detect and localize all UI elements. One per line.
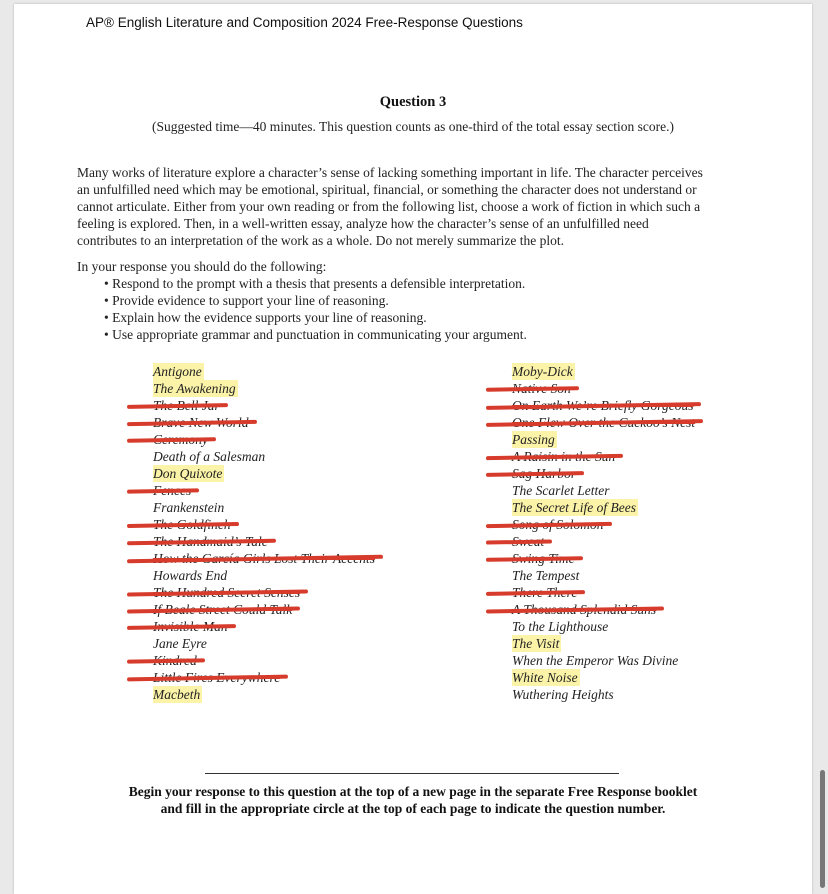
- title-item: [153, 431, 375, 448]
- instruction-item: • Respond to the prompt with a thesis that presents a defensible interpretation.: [104, 275, 527, 292]
- prompt-line: cannot articulate. Either from your own reading or from the following list, choose a work of fiction in which such a: [77, 199, 701, 214]
- title-item: [512, 363, 695, 380]
- title-text: To the Lighthouse: [512, 619, 609, 634]
- footer-line: and fill in the appropriate circle at the top of each page to indicate the question number.: [160, 801, 666, 816]
- title-text: Howards End: [153, 568, 228, 583]
- question-title: Question 3: [379, 94, 447, 110]
- title-list-right: [512, 363, 695, 703]
- title-item: [153, 584, 375, 601]
- title-text: The Secret Life of Bees: [512, 500, 636, 515]
- title-item: [512, 431, 695, 448]
- instruction-item: • Use appropriate grammar and punctuation in communicating your argument.: [104, 326, 527, 343]
- title-text: The Awakening: [153, 381, 236, 396]
- footer-instructions: [14, 783, 812, 817]
- title-item: [153, 652, 375, 669]
- title-item: [512, 567, 695, 584]
- title-item: [512, 414, 695, 431]
- title-item: [512, 652, 695, 669]
- title-item: [153, 499, 375, 516]
- title-text: Jane Eyre: [153, 636, 207, 651]
- title-item: [153, 686, 375, 703]
- title-item: [512, 499, 695, 516]
- title-text: The Scarlet Letter: [512, 483, 610, 498]
- title-item: [153, 380, 375, 397]
- document-page: [14, 4, 812, 894]
- title-text: Macbeth: [153, 687, 201, 702]
- prompt-line: feeling is explored. Then, in a well-written essay, analyze how the character’s sense of an unfulfilled need: [77, 216, 649, 231]
- title-item: [153, 397, 375, 414]
- title-text: Wuthering Heights: [512, 687, 614, 702]
- instruction-item: • Explain how the evidence supports your line of reasoning.: [104, 309, 527, 326]
- title-text: Passing: [512, 432, 555, 447]
- title-item: [153, 635, 375, 652]
- title-text: White Noise: [512, 670, 578, 685]
- title-item: [512, 669, 695, 686]
- title-item: [153, 465, 375, 482]
- title-item: [153, 567, 375, 584]
- title-item: [153, 601, 375, 618]
- instruction-item: • Provide evidence to support your line of reasoning.: [104, 292, 527, 309]
- title-item: [153, 482, 375, 499]
- title-list-left: [153, 363, 375, 703]
- page-header: AP® English Literature and Composition 2024 Free-Response Questions: [86, 15, 523, 30]
- footer-line: Begin your response to this question at the top of a new page in the separate Free Response booklet: [128, 784, 698, 799]
- title-item: [512, 516, 695, 533]
- prompt-line: an unfulfilled need which may be emotional, spiritual, financial, or something the character does not understand or: [77, 182, 697, 197]
- title-item: [153, 414, 375, 431]
- title-text: When the Emperor Was Divine: [512, 653, 679, 668]
- title-item: [153, 669, 375, 686]
- title-text: Don Quixote: [153, 466, 223, 481]
- title-text: Antigone: [153, 364, 202, 379]
- title-item: [512, 601, 695, 618]
- title-item: [512, 686, 695, 703]
- title-item: [512, 482, 695, 499]
- title-text: The Tempest: [512, 568, 580, 583]
- prompt-paragraph: [77, 164, 747, 249]
- title-text: Moby-Dick: [512, 364, 573, 379]
- title-item: [512, 635, 695, 652]
- title-item: [512, 584, 695, 601]
- title-item: [512, 380, 695, 397]
- title-item: [512, 465, 695, 482]
- title-item: [512, 397, 695, 414]
- divider-line: [205, 773, 619, 774]
- title-item: [153, 448, 375, 465]
- prompt-line: Many works of literature explore a character’s sense of lacking something important in life. The character perceives: [77, 165, 703, 180]
- title-item: [153, 363, 375, 380]
- title-item: [153, 516, 375, 533]
- instructions-intro: In your response you should do the following:: [77, 259, 327, 274]
- scrollbar[interactable]: [820, 770, 825, 888]
- instructions-list: [104, 275, 527, 343]
- title-item: [512, 533, 695, 550]
- title-item: [153, 618, 375, 635]
- title-item: [153, 533, 375, 550]
- title-item: [512, 550, 695, 567]
- question-subtitle: (Suggested time—40 minutes. This question counts as one-third of the total essay section score.): [151, 119, 675, 134]
- title-text: Frankenstein: [153, 500, 225, 515]
- title-text: Death of a Salesman: [153, 449, 266, 464]
- prompt-line: contributes to an interpretation of the work as a whole. Do not merely summarize the plot.: [77, 233, 564, 248]
- title-item: [512, 618, 695, 635]
- title-item: [153, 550, 375, 567]
- title-item: [512, 448, 695, 465]
- title-text: The Visit: [512, 636, 560, 651]
